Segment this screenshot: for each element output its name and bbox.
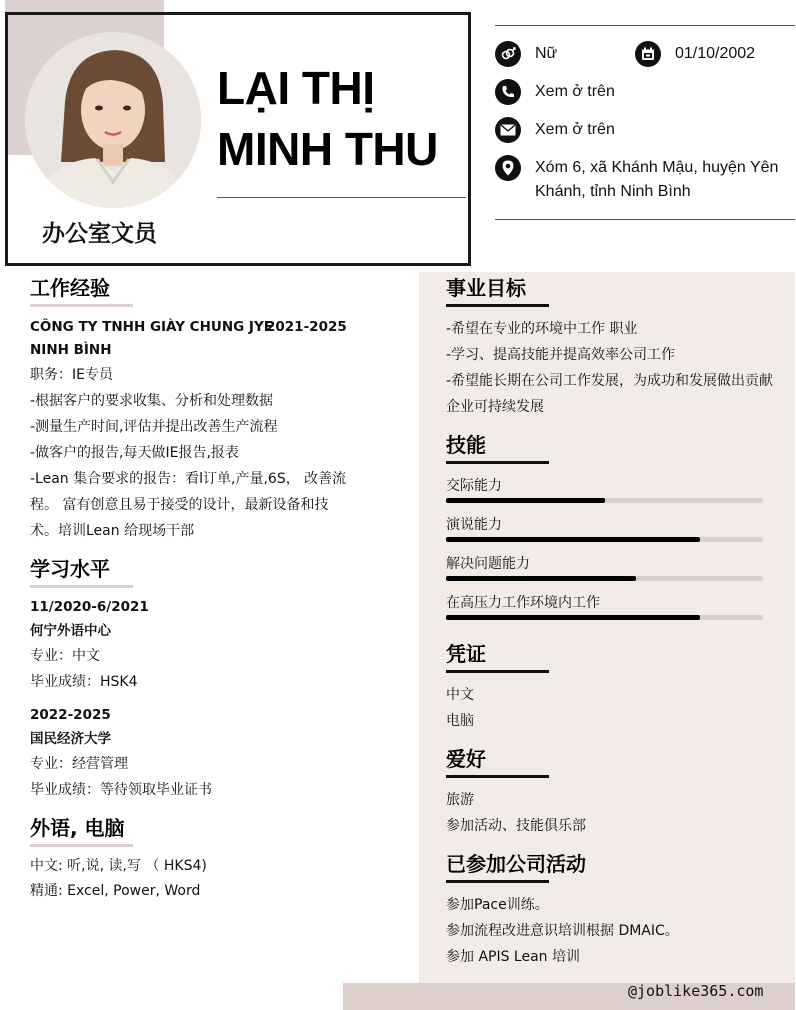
certificate-item: 中文 — [446, 687, 474, 703]
experience-period: 2021-2025 — [266, 319, 347, 335]
skills-list — [446, 474, 763, 630]
location-icon — [495, 155, 521, 181]
address-line-2: Khánh, tỉnh Ninh Bình — [535, 183, 691, 200]
objective-underline — [446, 304, 549, 307]
skill-item — [446, 591, 763, 630]
education-school: 何宁外语中心 — [30, 623, 111, 639]
education-school: 国民经济大学 — [30, 731, 111, 747]
calendar-icon — [635, 41, 661, 67]
education-heading: 学习水平 — [30, 557, 110, 581]
skills-underline — [446, 461, 549, 464]
activities-list — [446, 892, 679, 970]
email-icon — [495, 117, 521, 143]
experience-line: 职务：IE专员 — [30, 367, 113, 383]
experience-heading: 工作经验 — [30, 276, 110, 300]
hobby-item: 旅游 — [446, 792, 474, 808]
full-name — [217, 58, 457, 180]
skill-bar-track — [446, 498, 763, 503]
experience-line: -根据客户的要求收集、分析和处理数据 — [30, 393, 274, 409]
education-major: 专业：经营管理 — [30, 756, 128, 772]
computer-skill-line: 精通: Excel, Power, Word — [30, 883, 201, 899]
education-result: 毕业成绩：HSK4 — [30, 674, 138, 690]
experience-underline — [30, 304, 133, 307]
objective-details — [446, 316, 773, 420]
hobby-item: 参加活动、技能俱乐部 — [446, 818, 586, 834]
experience-line: -测量生产时间,评估并提出改善生产流程 — [30, 419, 278, 435]
certificates-list — [446, 682, 474, 734]
hobbies-underline — [446, 775, 549, 778]
company-name-line-1: CÔNG TY TNHH GIÀY CHUNG JYE — [30, 319, 273, 335]
skill-bar-track — [446, 537, 763, 542]
certificates-heading: 凭证 — [446, 642, 486, 666]
skills-heading: 技能 — [446, 433, 486, 457]
email-value: Xem ở trên — [535, 121, 615, 138]
languages-underline — [30, 844, 133, 847]
activity-item: 参加 APIS Lean 培训 — [446, 949, 581, 965]
education-period: 11/2020-6/2021 — [30, 599, 149, 615]
job-title: 办公室文员 — [42, 221, 157, 247]
objective-line: -学习、提高技能并提高效率公司工作 — [446, 347, 676, 363]
dob-value: 01/10/2002 — [675, 45, 756, 62]
contact-divider-bottom — [495, 219, 795, 220]
certificates-underline — [446, 670, 549, 673]
experience-line: -做客户的报告,每天做IE报告,报表 — [30, 445, 239, 461]
skill-bar-fill — [446, 615, 700, 620]
gender-icon — [495, 41, 521, 67]
experience-line: 程。 富有创意且易于接受的设计，最新设备和技 — [30, 497, 329, 513]
skill-name: 演说能力 — [446, 517, 502, 533]
certificate-item: 电脑 — [446, 713, 474, 729]
skill-bar-fill — [446, 537, 700, 542]
name-divider — [217, 197, 466, 198]
skill-name: 交际能力 — [446, 478, 502, 494]
company-name-line-2: NINH BÌNH — [30, 342, 112, 358]
address-line-1: Xóm 6, xã Khánh Mậu, huyện Yên — [535, 159, 779, 176]
phone-value: Xem ở trên — [535, 83, 615, 100]
skill-bar-track — [446, 576, 763, 581]
skill-item — [446, 474, 763, 513]
objective-line: -希望在专业的环境中工作 职业 — [446, 321, 638, 337]
objective-line: 企业可持续发展 — [446, 399, 544, 415]
contact-divider-top — [495, 25, 795, 26]
languages-details — [30, 854, 207, 904]
skill-name: 解决问题能力 — [446, 556, 530, 572]
hobbies-heading: 爱好 — [446, 747, 486, 771]
education-item — [30, 703, 212, 803]
activities-heading: 已参加公司活动 — [446, 852, 586, 876]
footer-watermark: @joblike365.com — [628, 982, 764, 1000]
address-value — [535, 156, 778, 204]
skill-name: 在高压力工作环境内工作 — [446, 595, 600, 611]
skill-bar-fill — [446, 498, 605, 503]
hobbies-list — [446, 787, 586, 839]
education-period: 2022-2025 — [30, 707, 111, 723]
profile-photo — [25, 32, 201, 208]
experience-details — [30, 362, 346, 544]
objective-heading: 事业目标 — [446, 276, 526, 300]
skill-bar-track — [446, 615, 763, 620]
activities-underline — [446, 880, 549, 883]
name-line-2: MINH THU — [217, 123, 438, 175]
name-line-1: LẠI THỊ — [217, 62, 375, 114]
experience-line: 术。培训Lean 给现场干部 — [30, 523, 195, 539]
skill-item — [446, 513, 763, 552]
skill-bar-fill — [446, 576, 636, 581]
languages-heading: 外语, 电脑 — [30, 816, 125, 840]
objective-line: -希望能长期在公司工作发展，为成功和发展做出贡献 — [446, 373, 774, 389]
language-line: 中文: 听,说, 读,写 （ HKS4) — [30, 858, 207, 874]
experience-line: -Lean 集合要求的报告：看l订单,产量,6S， 改善流 — [30, 471, 347, 487]
skill-item — [446, 552, 763, 591]
education-result: 毕业成绩：等待领取毕业证书 — [30, 782, 212, 798]
activity-item: 参加Pace训练。 — [446, 897, 549, 913]
phone-icon — [495, 79, 521, 105]
education-underline — [30, 585, 133, 588]
gender-value: Nữ — [535, 45, 558, 62]
education-item — [30, 595, 149, 695]
education-major: 专业：中文 — [30, 648, 100, 664]
activity-item: 参加流程改进意识培训根据 DMAIC。 — [446, 923, 679, 939]
